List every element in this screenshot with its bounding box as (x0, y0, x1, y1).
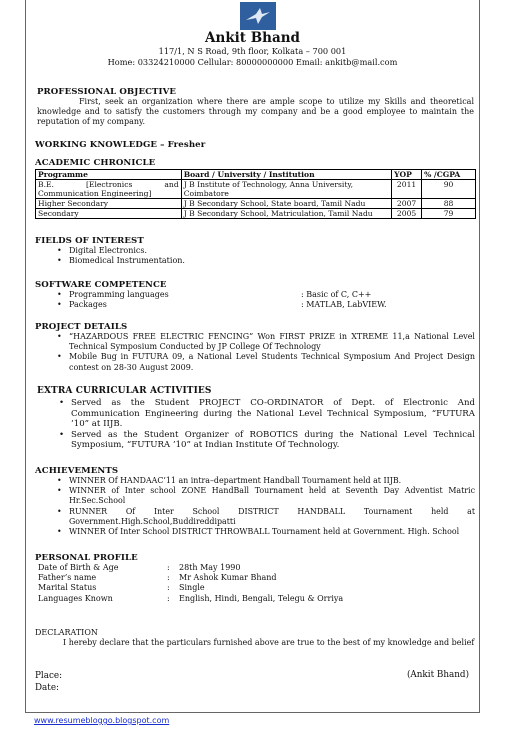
column-header: % /CGPA (422, 170, 476, 180)
profile-list (35, 563, 475, 604)
list-item: • WINNER Of HANDAAC’11 an intra–department Handball Tournament held at IIJB. (35, 476, 475, 486)
list-item (35, 290, 475, 300)
declaration-heading: DECLARATION (35, 628, 98, 637)
list-item: • RUNNER Of Inter School DISTRICT HANDBALL Tournament held at Government.High.School,Buddireddipatti (35, 507, 475, 527)
achievements-section (35, 466, 475, 537)
section-heading: ACADEMIC CHRONICLE (35, 158, 156, 168)
table-cell: J B Secondary School, State board, Tamil Nadu (181, 199, 391, 209)
table-cell: B.E. [Electronics and Communication Engineering] (36, 180, 182, 199)
section-heading: WORKING KNOWLEDGE – Fresher (35, 140, 206, 150)
list-item: • WINNER Of Inter School DISTRICT THROWBALL Tournament held at Government. High. School (35, 527, 475, 537)
section-heading: SOFTWARE COMPETENCE (35, 280, 167, 290)
profile-sep: : (167, 573, 170, 583)
column-header: Programme (36, 170, 182, 180)
table-cell: 2011 (392, 180, 422, 199)
profile-row (38, 583, 475, 593)
declaration-section (35, 628, 475, 648)
item-value: : MATLAB, LabVIEW. (301, 300, 387, 310)
table-row (36, 199, 476, 209)
section-heading: PROJECT DETAILS (35, 322, 128, 332)
software-section (35, 280, 475, 310)
personal-profile-section (35, 553, 475, 604)
objective-text: First, seek an organization where there are ample scope to utilize my Skills and theoretical knowledge and to satisfy the customers through my company and be a good employee to maintain the reputation of my company. (37, 97, 474, 127)
website-link[interactable]: www.resumebloggo.blogspot.com (34, 716, 170, 725)
list-item: • Digital Electronics. (35, 246, 475, 256)
table-cell: 2007 (392, 199, 422, 209)
signature-name: (Ankit Bhand) (406, 670, 469, 680)
software-list (35, 290, 475, 310)
profile-value: 28th May 1990 (179, 563, 241, 572)
list-item: • Served as the Student PROJECT CO-ORDINATOR of Dept. of Electronic And Communication Engineering during the National Level Technical Symposium, “FUTURA ’10” at IIJB. (37, 398, 475, 430)
resume-page (25, 0, 480, 713)
section-heading: ACHIEVEMENTS (35, 466, 119, 476)
place-date-block (35, 670, 62, 694)
list-item (35, 300, 475, 310)
table-header-row (36, 170, 476, 180)
extra-curricular-section (37, 386, 475, 451)
list-item: • WINNER of Inter school ZONE HandBall Tournament held at Seventh Day Adventist Matric Hr.Sec.School (35, 486, 475, 506)
achievements-list (35, 476, 475, 537)
table-cell: J B Institute of Technology, Anna University, Coimbatore (181, 180, 391, 199)
profile-value: Single (179, 583, 205, 593)
table-row (36, 180, 476, 199)
extra-list (37, 398, 475, 451)
fields-section (35, 236, 475, 266)
section-heading: EXTRA CURRICULAR ACTIVITIES (37, 386, 212, 396)
item-value: : Basic of C, C++ (301, 290, 372, 299)
academic-section (35, 158, 475, 219)
profile-row (38, 563, 475, 573)
contact-block (26, 46, 479, 67)
working-knowledge-section (35, 140, 205, 150)
profile-sep: : (167, 563, 170, 572)
objective-section (37, 87, 474, 128)
column-header: Board / University / Institution (181, 170, 391, 180)
logo-image (240, 2, 276, 30)
profile-label: Languages Known (38, 593, 113, 603)
section-heading: FIELDS OF INTEREST (35, 236, 144, 246)
bird-logo-icon (240, 2, 276, 30)
address-line: 117/1, N S Road, 9th floor, Kolkata – 700 001 (158, 46, 347, 56)
profile-label: Marital Status (38, 583, 97, 593)
table-cell: 79 (422, 209, 476, 219)
profile-sep: : (167, 583, 170, 593)
date-label: Date: (35, 683, 60, 693)
list-item: • Biomedical Instrumentation. (35, 256, 475, 266)
contact-line: Home: 03324210000 Cellular: 80000000000 Email: ankitb@mail.com (107, 56, 398, 67)
projects-list (35, 332, 475, 373)
list-item: • “HAZARDOUS FREE ELECTRIC FENCING” Won FIRST PRIZE in XTREME 11,a National Level Technical Symposium Conducted by JP College Of Technology (35, 332, 475, 352)
academic-table (35, 169, 476, 219)
profile-value: English, Hindi, Bengali, Telegu & Orriya (179, 593, 344, 603)
column-header: YOP (392, 170, 422, 180)
profile-label: Date of Birth & Age (38, 563, 119, 572)
declaration-text: I hereby declare that the particulars furnished above are true to the best of my knowledge and belief (63, 638, 475, 648)
profile-row (38, 594, 475, 604)
projects-section (35, 322, 475, 373)
candidate-name: Ankit Bhand (205, 30, 300, 46)
profile-label: Father’s name (38, 573, 97, 583)
item-label: • Packages (69, 300, 107, 310)
table-cell: 88 (422, 199, 476, 209)
table-cell: J B Secondary School, Matriculation, Tamil Nadu (181, 209, 391, 219)
list-item: • Mobile Bug in FUTURA 09, a National Level Students Technical Symposium And Project Design contest on 28-30 August 2009. (35, 352, 475, 372)
table-cell: Secondary (36, 209, 182, 219)
fields-list (35, 246, 475, 266)
list-item: • Served as the Student Organizer of ROBOTICS during the National Level Technical Symposium, “FUTURA ’10” at Indian Institute Of Technology. (37, 430, 475, 451)
table-cell: 90 (422, 180, 476, 199)
section-heading: PERSONAL PROFILE (35, 553, 138, 563)
table-row (36, 209, 476, 219)
table-cell: Higher Secondary (36, 199, 182, 209)
profile-row (38, 573, 475, 583)
item-label: • Programming languages (69, 290, 169, 299)
place-label: Place: (35, 671, 63, 681)
table-cell: 2005 (392, 209, 422, 219)
section-heading: PROFESSIONAL OBJECTIVE (37, 87, 177, 97)
profile-value: Mr Ashok Kumar Bhand (179, 573, 277, 583)
profile-sep: : (167, 593, 170, 603)
